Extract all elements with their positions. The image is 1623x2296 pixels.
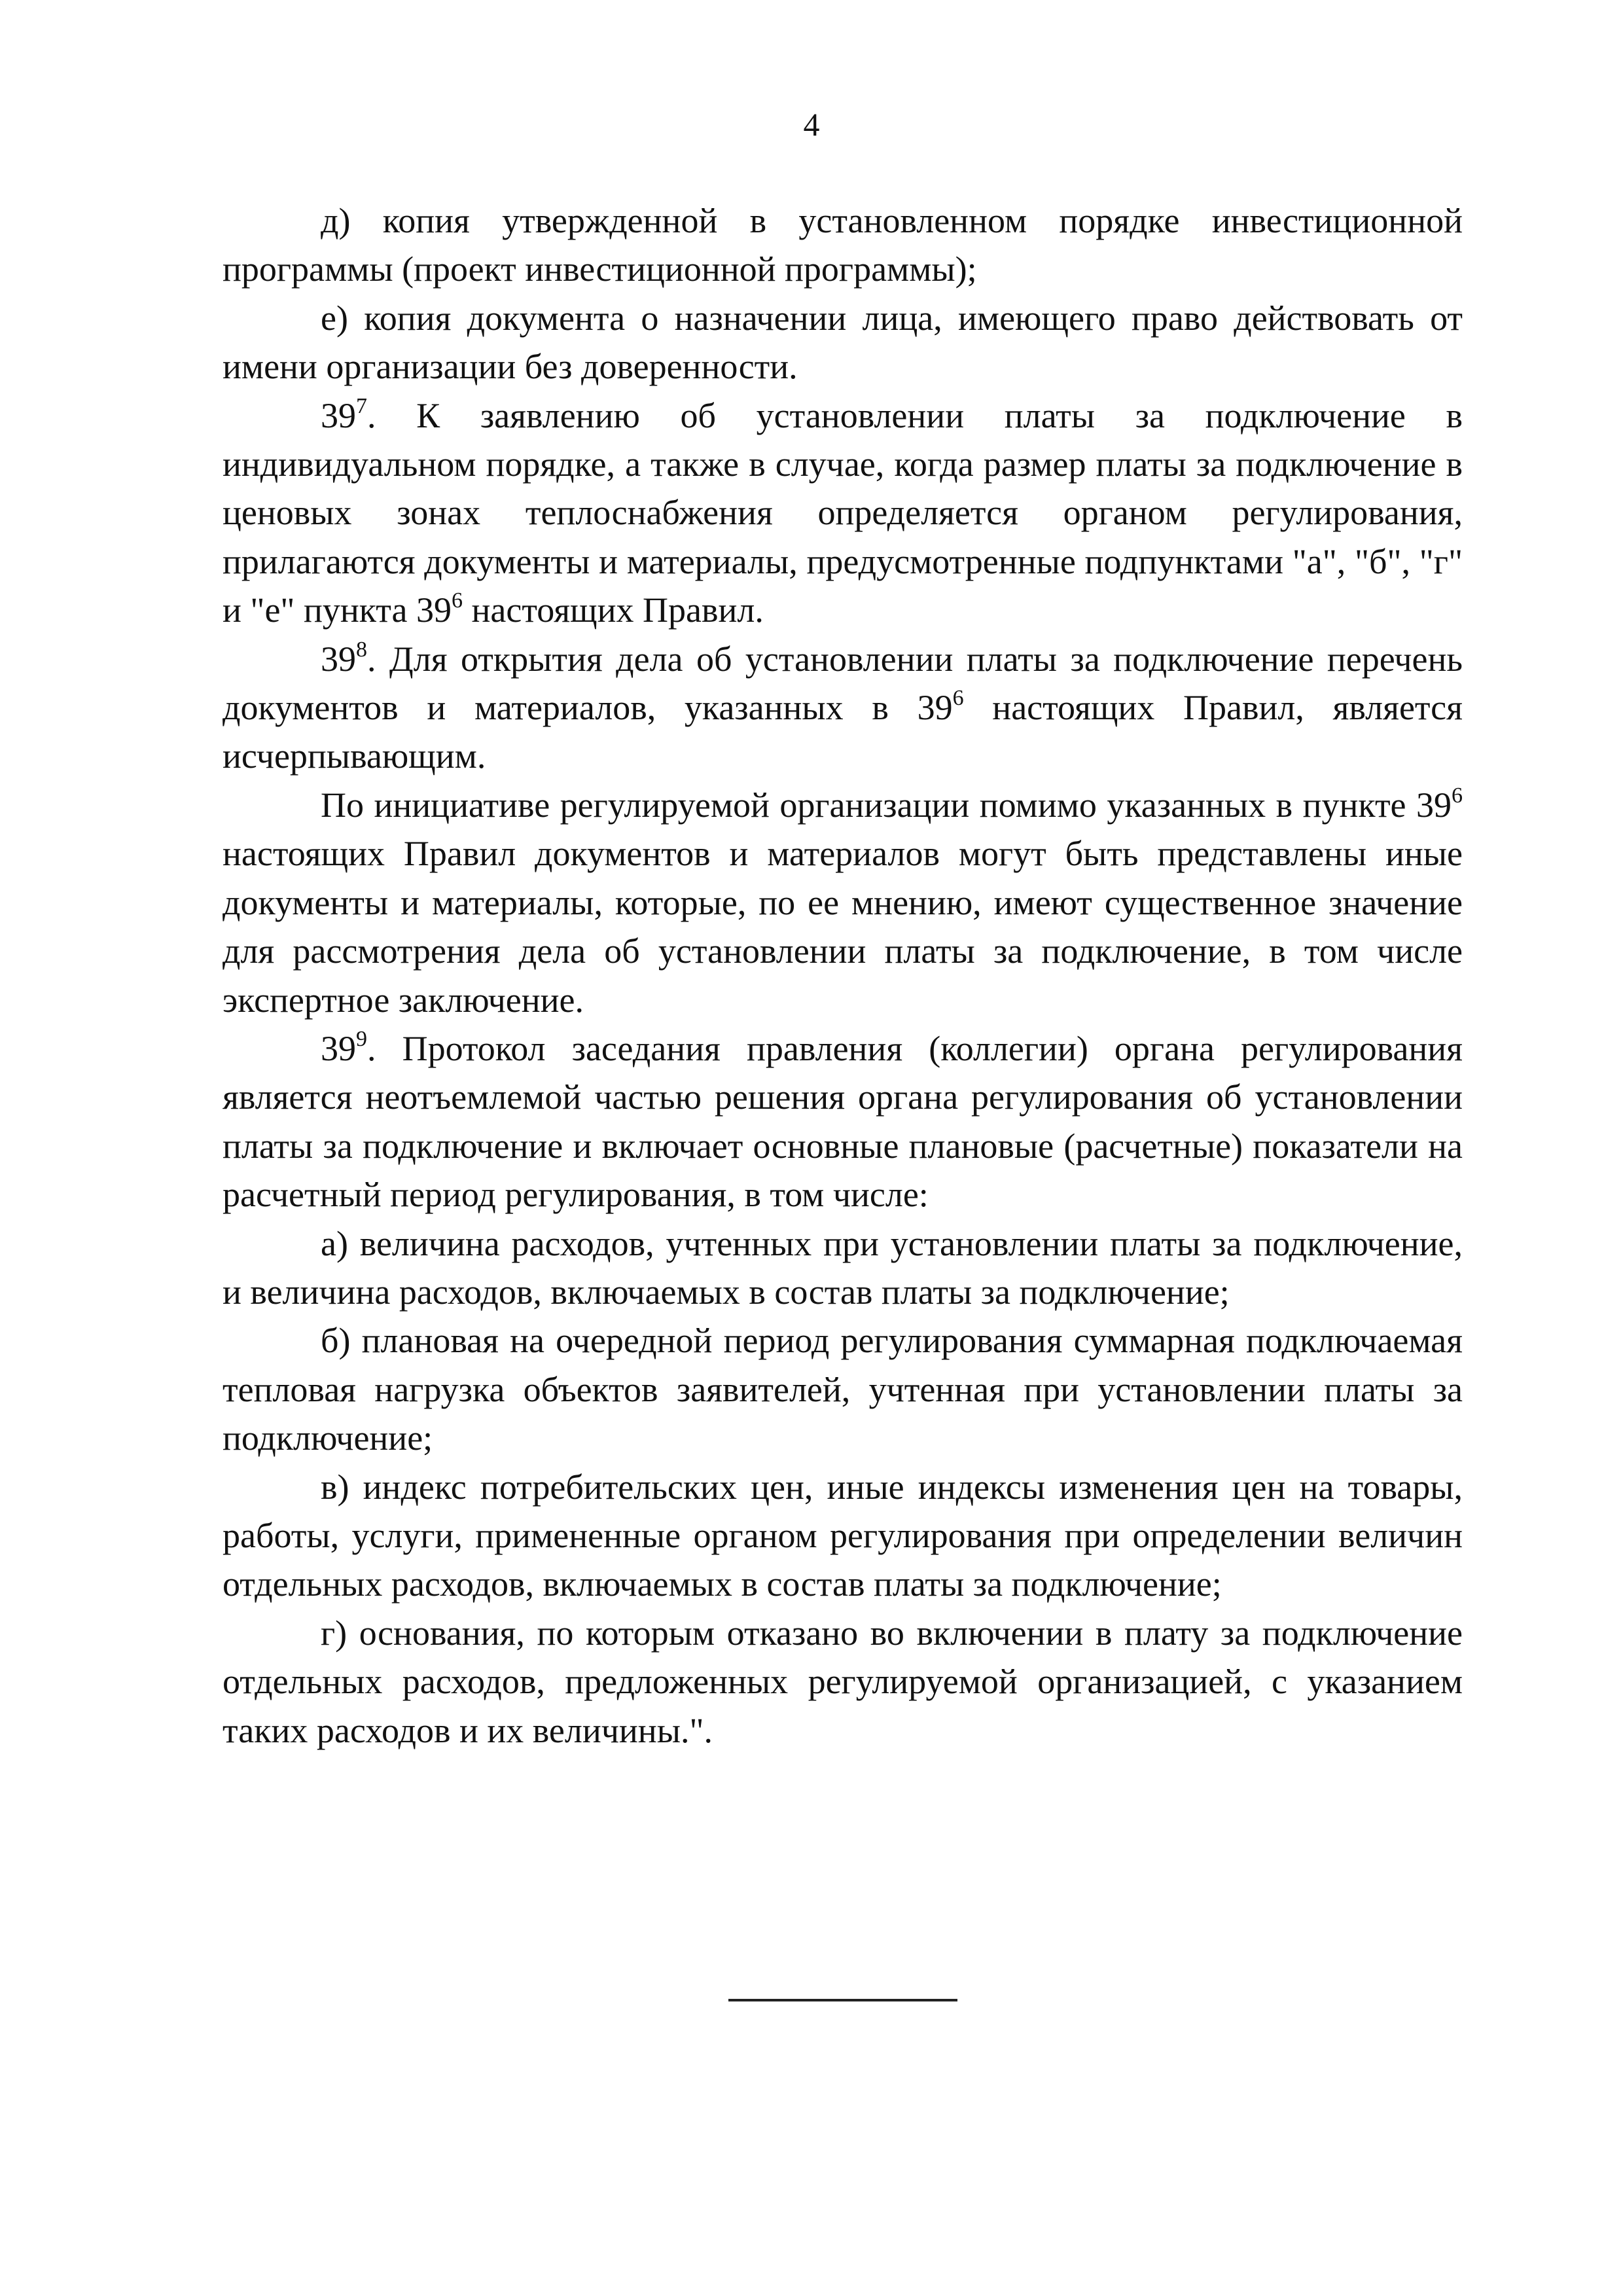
paragraph-v: в) индекс потребительских цен, иные индексы изменения цен на товары, работы, услуги, примененные органом регулирования при определении величин отдельных расходов, включаемых в состав платы за подключение; xyxy=(223,1467,1463,1604)
paragraph-a: а) величина расходов, учтенных при установлении платы за подключение, и величина расходов, включаемых в состав платы за подключение; xyxy=(223,1223,1463,1312)
paragraph-e: е) копия документа о назначении лица, имеющего право действовать от имени организации без доверенности. xyxy=(223,298,1463,387)
paragraph-39-9: $39^9$. Протокол заседания правления (коллегии) органа регулирования является неотъемлемой частью решения органа регулирования об установлении платы за подключение и включает основные плановые (расчетные) показатели на расчетный период регулирования, в том числе: xyxy=(223,1026,1463,1215)
page-number: 4 xyxy=(803,106,820,143)
paragraph-39-7: $39^7$. К заявлению об установлении платы за подключение в индивидуальном порядке, а также в случае, когда размер платы за подключение в ценовых зонах теплоснабжения определяется органом регулирования, прилагаются документы и материалы, предусмотренные подпунктами "а", "б", "г" и "е" пункта $39^6$ настоящих Правил. xyxy=(223,393,1463,630)
paragraph-b: б) плановая на очередной период регулирования суммарная подключаемая тепловая нагрузка объектов заявителей, учтенная при установлении платы за подключение; xyxy=(223,1321,1463,1458)
paragraph-g: г) основания, по которым отказано во включении в плату за подключение отдельных расходов, предложенных регулируемой организацией, с указанием таких расходов и их величины.". xyxy=(223,1613,1463,1750)
paragraph-d: д) копия утвержденной в установленном порядке инвестиционной программы (проект инвестиционной программы); xyxy=(223,201,1463,289)
paragraph-39-8: $39^8$. Для открытия дела об установлении платы за подключение перечень документов и материалов, указанных в $39^6$ настоящих Правил, является исчерпывающим. xyxy=(223,637,1463,776)
body-text xyxy=(223,196,1463,1755)
paragraph-initiative: По инициативе регулируемой организации помимо указанных в пункте $39^6$ настоящих Правил документов и материалов могут быть представлены иные документы и материалы, которые, по ее мнению, имеют существенное значение для рассмотрения дела об установлении платы за подключение, в том числе экспертное заключение. xyxy=(223,783,1463,1020)
closing-rule xyxy=(728,1999,957,2001)
